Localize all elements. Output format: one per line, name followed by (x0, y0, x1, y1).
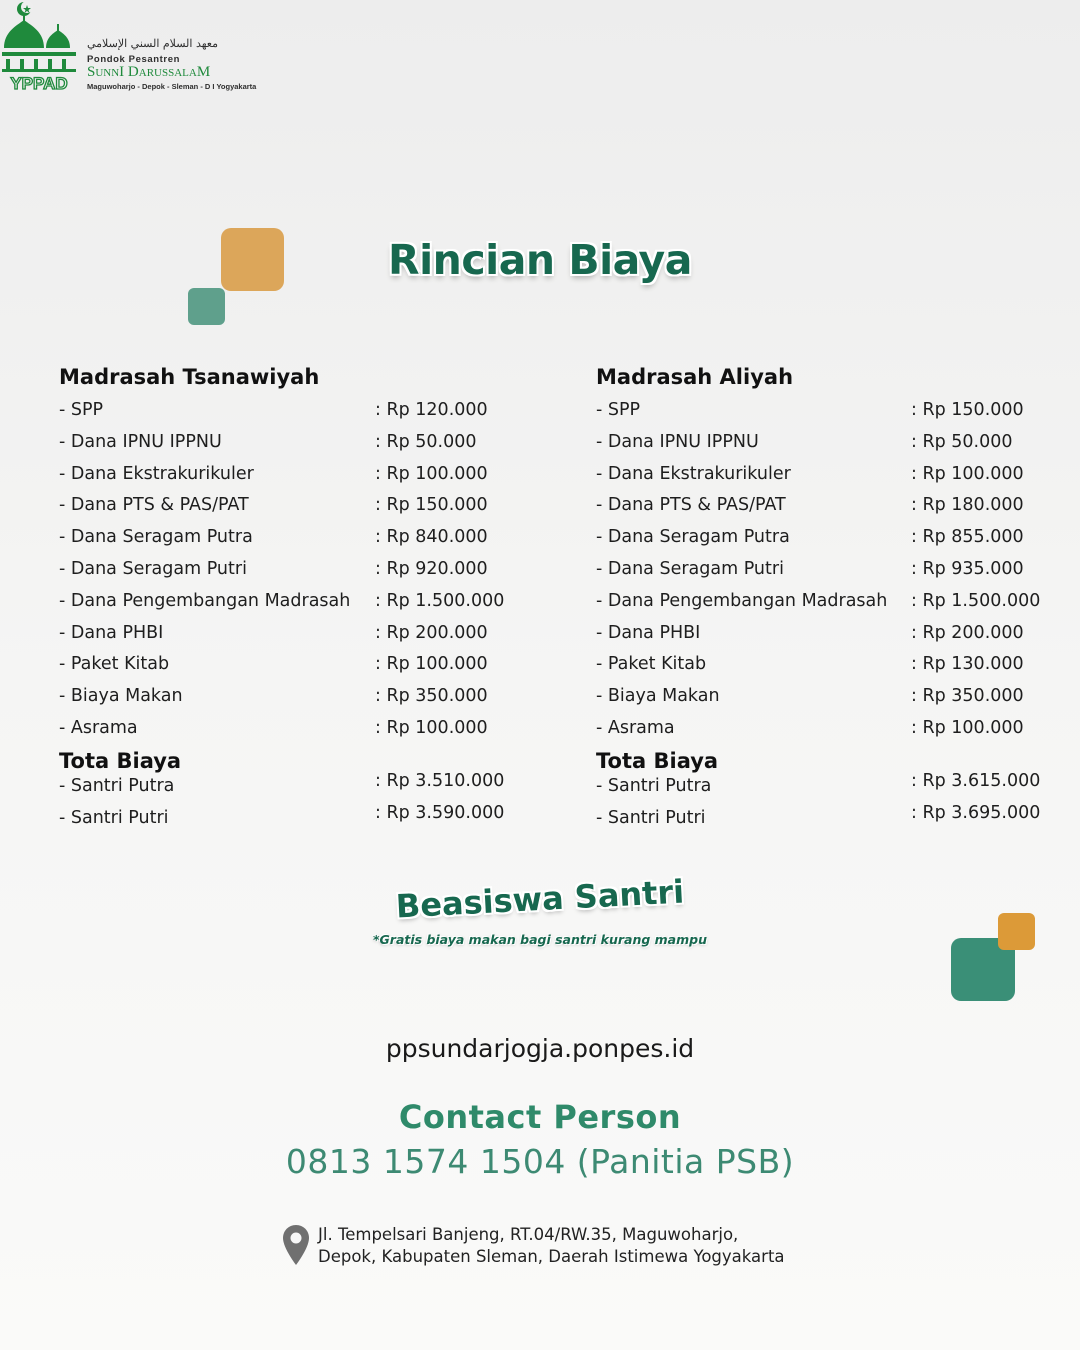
mts-fee-value: : Rp 100.000 (375, 717, 488, 738)
school-logo (0, 0, 290, 96)
ma-total-heading: Tota Biaya (596, 749, 719, 773)
ma-fee-label: - SPP (596, 400, 641, 420)
ma-fee-row (596, 427, 1076, 459)
address-line2: Depok, Kabupaten Sleman, Daerah Istimewa Yogyakarta (318, 1247, 785, 1266)
mts-fee-row (59, 618, 539, 650)
mts-fee-label: - Biaya Makan (59, 686, 183, 707)
ma-fee-label: - Biaya Makan (596, 686, 720, 707)
mts-fee-label: - Dana PHBI (59, 622, 164, 643)
contact-title: Contact Person (398, 1098, 682, 1136)
mts-total-heading: Tota Biaya (59, 749, 182, 773)
mts-fee-row (59, 681, 539, 713)
ma-fee-row (596, 395, 1076, 427)
mts-fee-value: : Rp 920.000 (375, 558, 488, 579)
mts-fee-label: - Dana PTS & PAS/PAT (59, 495, 249, 516)
location-pin-icon (282, 1224, 310, 1266)
mts-fee-value: : Rp 120.000 (375, 400, 488, 420)
ma-fee-label: - Paket Kitab (596, 654, 707, 675)
ma-fee-row (596, 649, 1076, 681)
mts-fee-row (59, 459, 539, 491)
mts-fee-value: : Rp 200.000 (375, 622, 488, 643)
ma-fee-value: : Rp 100.000 (911, 463, 1024, 484)
ma-fee-value: : Rp 200.000 (911, 622, 1024, 643)
ma-fee-row (596, 490, 1076, 522)
ma-total-putra-label: - Santri Putra (596, 776, 712, 796)
ma-heading: Madrasah Aliyah (596, 365, 794, 389)
ma-fee-label: - Asrama (596, 717, 675, 738)
mts-fee-value: : Rp 840.000 (375, 527, 488, 548)
ma-fee-value: : Rp 855.000 (911, 527, 1024, 548)
ma-fee-label: - Dana Seragam Putri (596, 558, 784, 579)
page-title: Rincian Biaya (388, 236, 692, 284)
logo-arabic: معهد السلام السني الإسلامي (87, 37, 219, 50)
ma-fee-value: : Rp 350.000 (911, 686, 1024, 707)
mts-fee-value: : Rp 100.000 (375, 463, 488, 484)
ma-fee-label: - Dana Pengembangan Madrasah (596, 590, 888, 611)
mts-fee-value: : Rp 350.000 (375, 686, 488, 707)
mts-fee-row (59, 586, 539, 618)
ma-fee-label: - Dana Ekstrakurikuler (596, 463, 791, 484)
mosque-logo-icon (0, 0, 82, 92)
mts-fee-row (59, 395, 539, 427)
ma-total-putri-value: : Rp 3.695.000 (911, 803, 1041, 823)
mts-total-putri-label: - Santri Putri (59, 808, 169, 828)
ma-total-putra-value: : Rp 3.615.000 (911, 771, 1041, 791)
ma-fee-value: : Rp 180.000 (911, 495, 1024, 516)
ma-fee-value: : Rp 100.000 (911, 717, 1024, 738)
ma-fee-row (596, 459, 1076, 491)
mts-fee-label: - Paket Kitab (59, 654, 170, 675)
logo-line1: Pondok Pesantren (87, 54, 181, 65)
mts-heading: Madrasah Tsanawiyah (59, 365, 320, 389)
ma-fee-label: - Dana PHBI (596, 622, 701, 643)
ma-fee-row (596, 681, 1076, 713)
mts-fee-row (59, 522, 539, 554)
mts-fee-row (59, 713, 539, 745)
ma-fee-value: : Rp 150.000 (911, 400, 1024, 420)
mts-fee-label: - SPP (59, 400, 104, 420)
ma-fee-label: - Dana PTS & PAS/PAT (596, 495, 786, 516)
ma-fee-value: : Rp 130.000 (911, 654, 1024, 675)
mts-total-putri-value: : Rp 3.590.000 (375, 803, 505, 823)
mts-total-putra-label: - Santri Putra (59, 776, 175, 796)
mts-fee-value: : Rp 100.000 (375, 654, 488, 675)
scholarship-note: *Gratis biaya makan bagi santri kurang mampu (373, 932, 707, 947)
ma-fee-row (596, 554, 1076, 586)
ma-fee-label: - Dana Seragam Putra (596, 527, 790, 548)
scholarship-title: Beasiswa Santri (394, 872, 686, 926)
decor-square-teal-top (188, 288, 225, 325)
ma-fee-value: : Rp 50.000 (911, 431, 1013, 452)
ma-fee-value: : Rp 1.500.000 (911, 590, 1041, 611)
ma-fee-row (596, 713, 1076, 745)
mts-fee-label: - Dana Seragam Putra (59, 527, 253, 548)
mts-fee-value: : Rp 50.000 (375, 431, 477, 452)
mts-fee-label: - Dana Pengembangan Madrasah (59, 590, 351, 611)
ma-fee-label: - Dana IPNU IPPNU (596, 431, 759, 452)
mts-fee-list (59, 362, 539, 745)
mts-fee-label: - Dana Seragam Putri (59, 558, 247, 579)
mts-fee-row (59, 490, 539, 522)
ma-fee-row (596, 618, 1076, 650)
mts-fee-row (59, 554, 539, 586)
mts-fee-label: - Dana IPNU IPPNU (59, 431, 222, 452)
ma-fee-row (596, 522, 1076, 554)
mts-fee-label: - Dana Ekstrakurikuler (59, 463, 254, 484)
mts-fee-value: : Rp 150.000 (375, 495, 488, 516)
ma-fee-list (596, 362, 1076, 745)
mts-total-putra-value: : Rp 3.510.000 (375, 771, 505, 791)
mts-fee-value: : Rp 1.500.000 (375, 590, 505, 611)
logo-line2: SunnI DarussalaM (87, 64, 211, 80)
logo-line3: Maguwoharjo - Depok - Sleman - D I Yogyakarta (87, 82, 257, 91)
mts-fee-row (59, 427, 539, 459)
address-line1: Jl. Tempelsari Banjeng, RT.04/RW.35, Maguwoharjo, (318, 1225, 739, 1244)
ma-fee-row (596, 586, 1076, 618)
mts-fee-row (59, 649, 539, 681)
website-link[interactable]: ppsundarjogja.ponpes.id (385, 1034, 695, 1063)
logo-emblem-text: YPPAD (10, 74, 68, 92)
contact-phone[interactable]: 0813 1574 1504 (Panitia PSB) (285, 1142, 795, 1181)
mts-fee-label: - Asrama (59, 717, 138, 738)
ma-total-putri-label: - Santri Putri (596, 808, 706, 828)
ma-fee-value: : Rp 935.000 (911, 558, 1024, 579)
